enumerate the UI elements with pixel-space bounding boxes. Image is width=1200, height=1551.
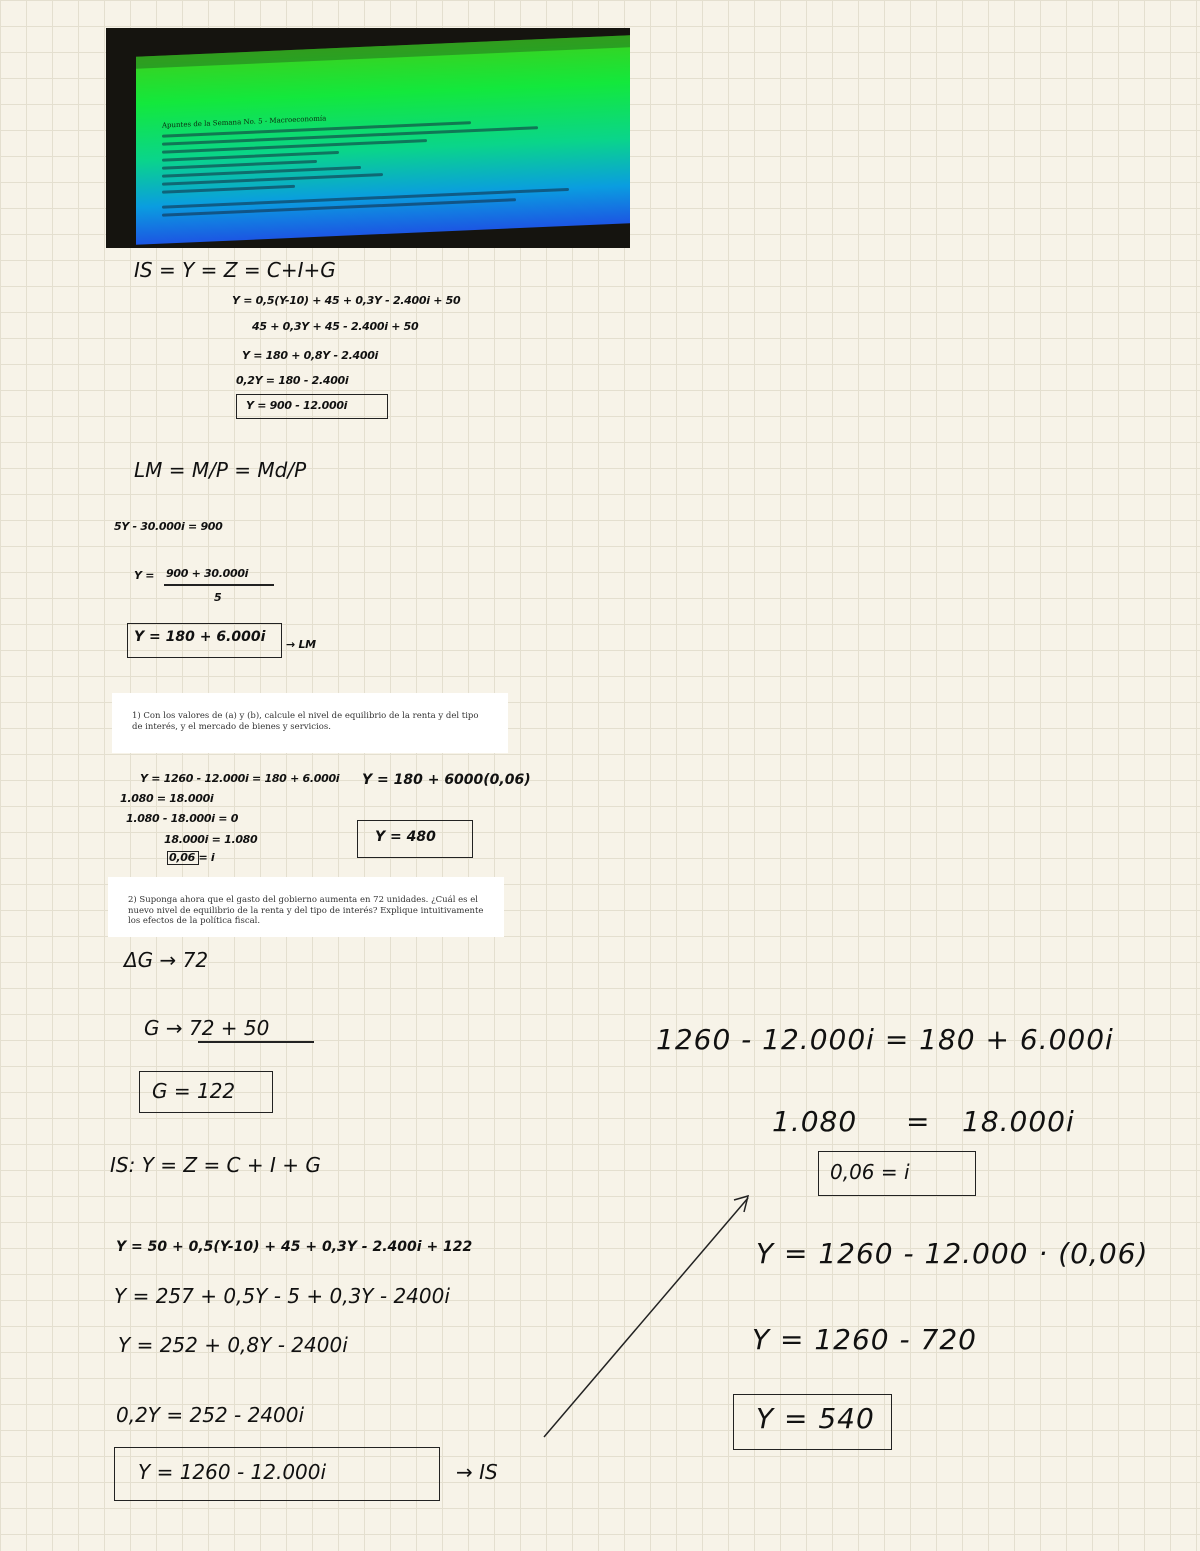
is2-line-2: Y = 257 + 0,5Y - 5 + 0,3Y - 2400i [114,1284,450,1308]
is-heading: IS = Y = Z = C+I+G [134,258,336,282]
eq1-right-line: Y = 180 + 6000(0,06) [362,772,531,788]
lm-result: Y = 180 + 6.000i [134,629,266,645]
is-line-2: 45 + 0,3Y + 45 - 2.400i + 50 [252,320,419,333]
eq1-line-2: 1.080 = 18.000i [120,792,214,805]
g-line: G → 72 + 50 [144,1016,270,1040]
right-line-3: Y = 1260 - 12.000 · (0,06) [756,1237,1149,1270]
eq1-result: 0,06 = i [169,851,215,864]
lm-line-2-lhs: Y = [134,569,155,582]
is-line-3: Y = 180 + 0,8Y - 2.400i [242,349,379,362]
right-line-2-left: 1.080 [772,1105,858,1138]
is2-result: Y = 1260 - 12.000i [138,1460,327,1484]
eq1-line-4: 18.000i = 1.080 [164,833,258,846]
lm-tag: → LM [286,638,316,651]
delta-g: ΔG → 72 [124,948,209,972]
right-result-y: Y = 540 [756,1402,875,1435]
is2-tag: → IS [456,1460,498,1484]
lm-line-2-den: 5 [214,591,222,604]
right-result-i: 0,06 = i [830,1160,910,1184]
lm-line-1: 5Y - 30.000i = 900 [114,520,223,533]
is2-line-4: 0,2Y = 252 - 2400i [116,1403,305,1427]
lm-line-2-num: 900 + 30.000i [166,567,249,580]
is-line-1: Y = 0,5(Y-10) + 45 + 0,3Y - 2.400i + 50 [232,294,461,307]
is-result: Y = 900 - 12.000i [246,399,348,412]
eq1-line-1: Y = 1260 - 12.000i = 180 + 6.000i [140,772,340,785]
eq1-right-result: Y = 480 [375,829,436,845]
right-line-1: 1260 - 12.000i = 180 + 6.000i [656,1023,1114,1056]
g-result: G = 122 [152,1079,236,1103]
lm-heading: LM = M/P = Md/P [134,458,307,482]
is2-heading: IS: Y = Z = C + I + G [110,1153,321,1177]
question-1: 1) Con los valores de (a) y (b), calcule el nivel de equilibrio de la renta y del tipo de interés, y el mercado de bienes y servicios. [112,693,508,753]
is-line-4: 0,2Y = 180 - 2.400i [236,374,349,387]
is2-line-1: Y = 50 + 0,5(Y-10) + 45 + 0,3Y - 2.400i + 122 [116,1239,473,1255]
eq1-line-3: 1.080 - 18.000i = 0 [126,812,239,825]
right-line-4: Y = 1260 - 720 [752,1323,977,1356]
screen-title: Apuntes de la Semana No. 5 - Macroeconomía [162,114,327,130]
right-line-2-eq: = [906,1105,931,1138]
is2-line-3: Y = 252 + 0,8Y - 2400i [118,1333,348,1357]
question-2: 2) Suponga ahora que el gasto del gobierno aumenta en 72 unidades. ¿Cuál es el nuevo nivel de equilibrio de la renta y del tipo de interés? Explique intuitivamente los efectos de la política fiscal. [108,877,504,937]
right-line-2-right: 18.000i [962,1105,1075,1138]
